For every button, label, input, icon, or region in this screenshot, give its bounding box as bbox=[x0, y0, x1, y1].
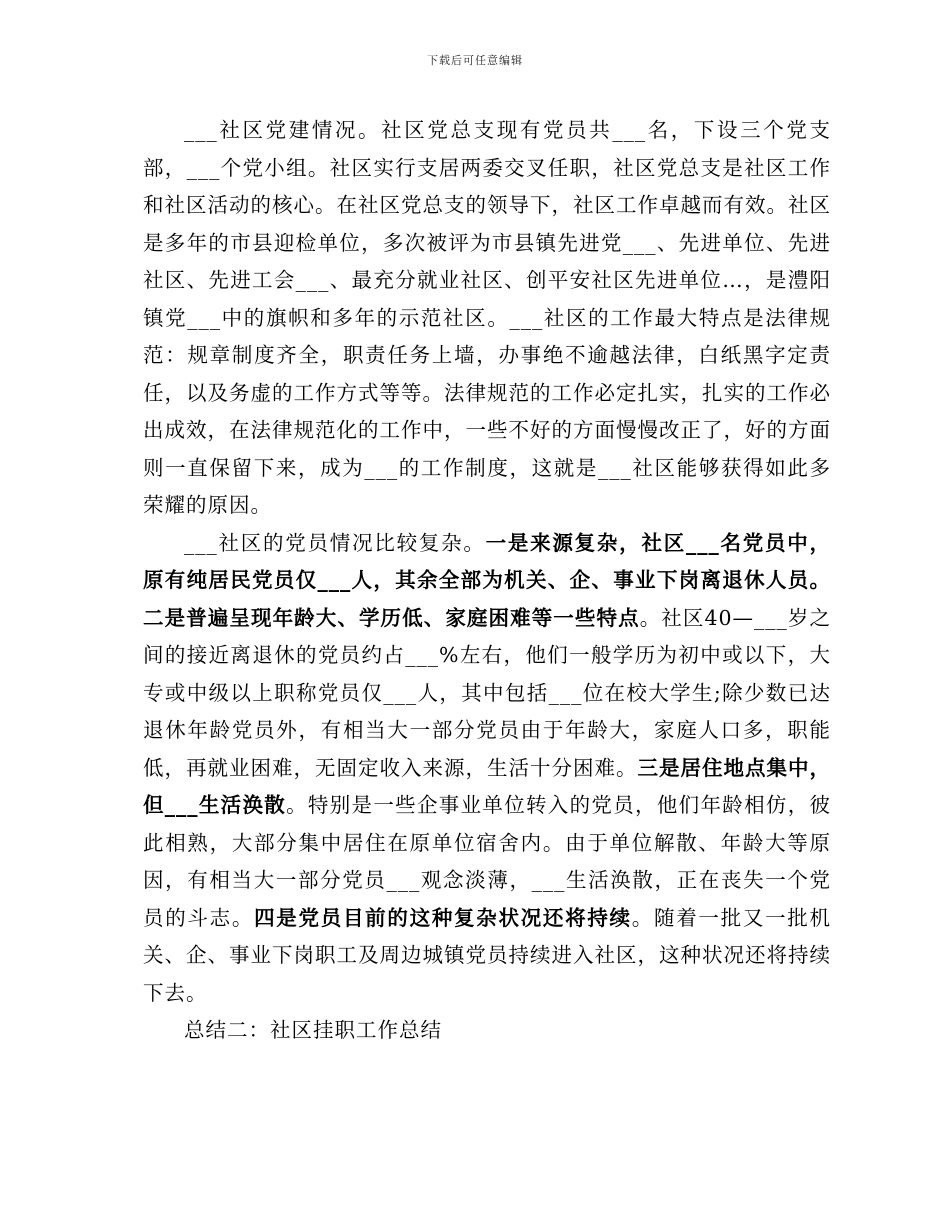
text-run: ___社区党建情况。社区党总支现有党员共___名，下设三个党支部，___个党小组。社区实行支居两委交叉任职，社区党总支是社区工作和社区活动的核心。在社区党总支的领导下，社区工作卓越而有效。社区是多年的市县迎检单位，多次被评为市县镇先进党___、先进单位、先进社区、先进工会___、最充分就业社区、创平安社区先进单位…，是澧阳镇党___中的旗帜和多年的示范社区。___社区的工作最大特点是法律规范：规章制度齐全，职责任务上墙，办事绝不逾越法律，白纸黑字定责任，以及务虚的工作方式等等。法律规范的工作必定扎实，扎实的工作必出成效，在法律规范化的工作中，一些不好的方面慢慢改正了，好的方面则一直保留下来，成为___的工作制度，这就是___社区能够获得如此多荣耀的原因。 bbox=[143, 118, 831, 517]
text-run-bold: 四是党员目前的这种复杂状况还将持续 bbox=[254, 905, 632, 930]
text-run: 。社区40—___岁之间的接近离退休的党员约占___%左右，他们一般学历为初中或以下，大专或中级以上职称党员仅___人，其中包括___位在校大学生;除少数已达退休年龄党员外，有相当大一部分党员由于年龄大，家庭人口多，职能低，再就业困难，无固定收入来源，生活十分困难。 bbox=[143, 605, 831, 780]
text-run: ___社区的党员情况比较复杂。 bbox=[184, 530, 486, 555]
page-header: 下载后可任意编辑 bbox=[427, 54, 523, 67]
text-run: 。随着一批又一批机关、企、事业下岗职工及周边城镇党员持续进入社区，这种状况还将持续下去。 bbox=[143, 905, 832, 1005]
paragraph-party-building bbox=[143, 112, 831, 525]
text-run: 。特别是一些企事业单位转入的党员，他们年龄相仿，彼此相熟，大部分集中居住在原单位宿舍内。由于单位解散、年龄大等原因，有相当大一部分党员___观念淡薄，___生活涣散，正在丧失一个党员的斗志。 bbox=[143, 793, 832, 930]
text-run: 总结二：社区挂职工作总结 bbox=[184, 1018, 442, 1042]
paragraph-summary-two-heading bbox=[143, 1012, 831, 1050]
text-run-bold: 三是居住地点集中，但___生活涣散 bbox=[143, 755, 831, 817]
document-body bbox=[143, 112, 831, 1050]
paragraph-member-situation bbox=[143, 525, 831, 1013]
text-run-bold: 一是来源复杂，社区___名党员中，原有纯居民党员仅___人，其余全部为机关、企、事业下岗离退休人员。二是普遍呈现年龄大、学历低、家庭困难等一些特点 bbox=[143, 530, 832, 630]
